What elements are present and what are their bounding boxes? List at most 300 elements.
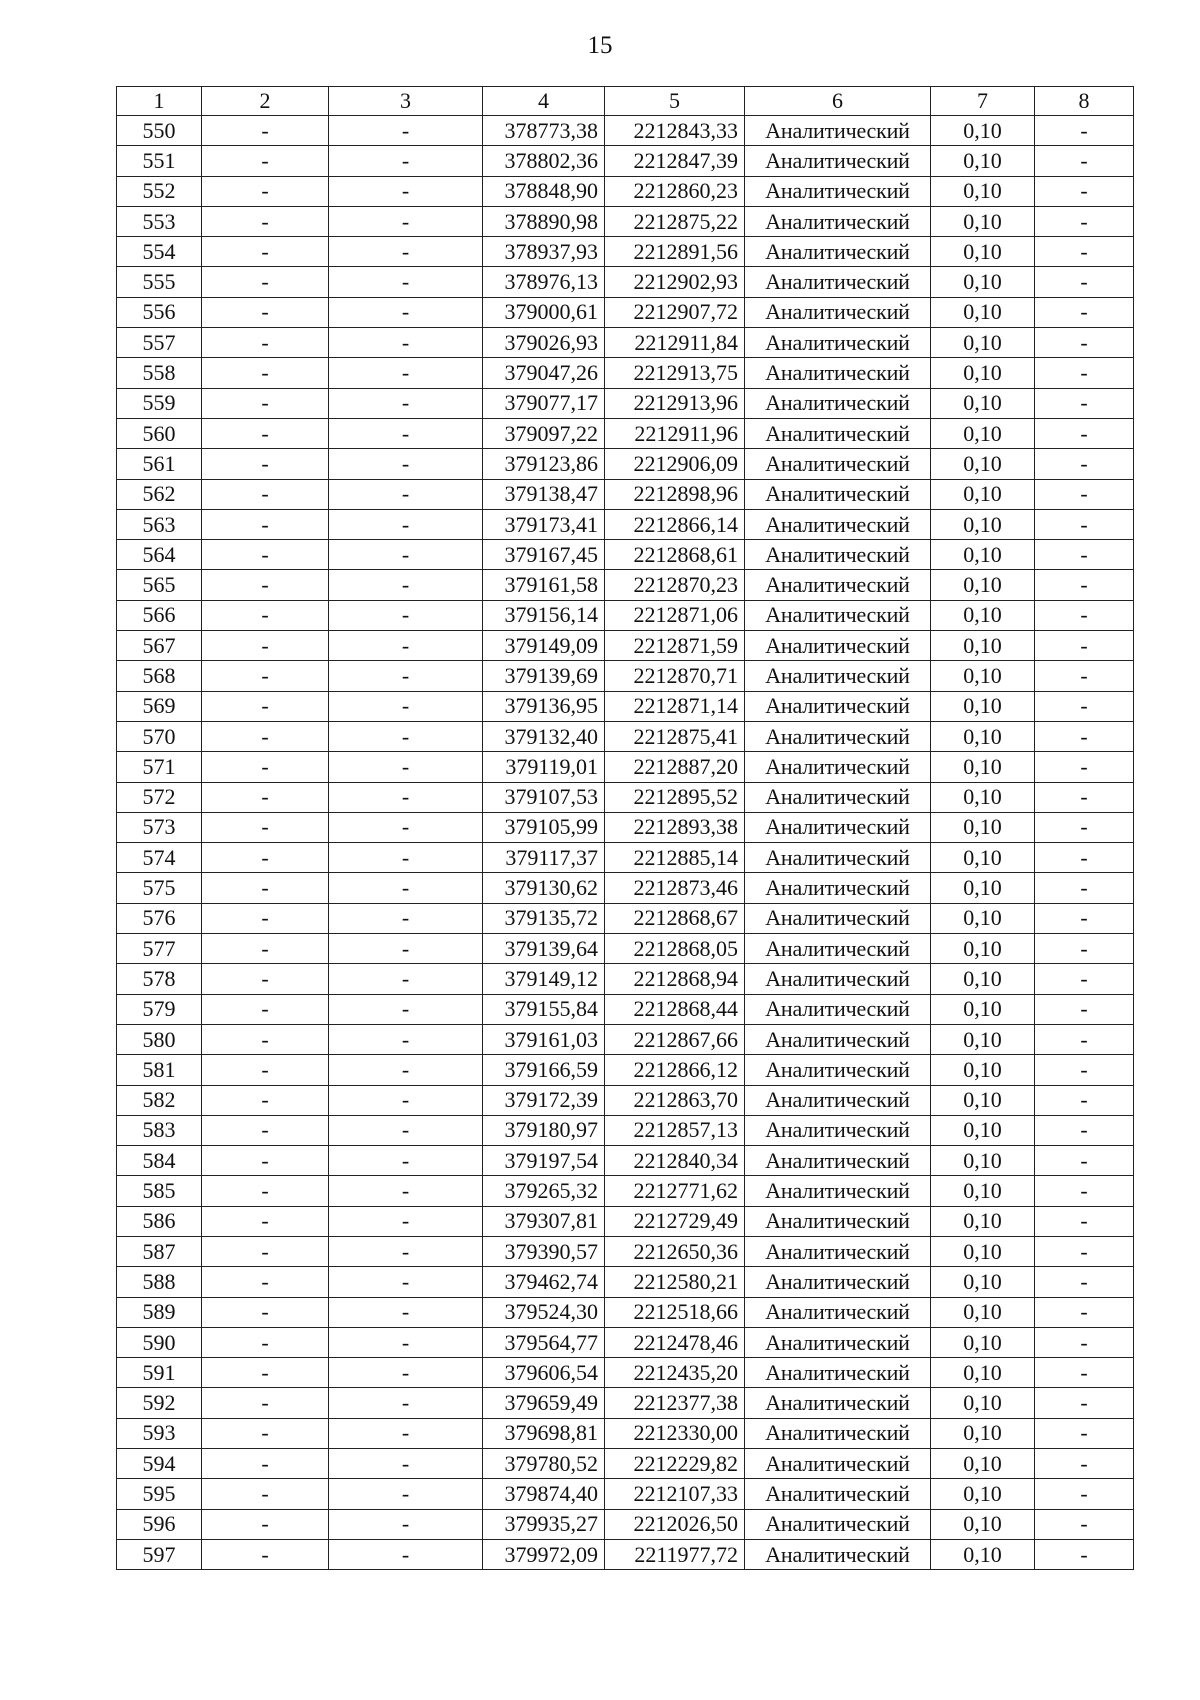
point-number-cell: 551 bbox=[117, 146, 202, 176]
col8-cell: - bbox=[1035, 934, 1134, 964]
col3-cell: - bbox=[329, 267, 483, 297]
col8-cell: - bbox=[1035, 449, 1134, 479]
y-coordinate-cell: 2212229,82 bbox=[605, 1449, 745, 1479]
point-number-cell: 569 bbox=[117, 691, 202, 721]
method-cell: Аналитический bbox=[745, 631, 931, 661]
table-row bbox=[117, 873, 1134, 903]
col2-cell: - bbox=[202, 1479, 329, 1509]
x-coordinate-cell: 379161,58 bbox=[483, 570, 605, 600]
point-number-cell: 579 bbox=[117, 994, 202, 1024]
col8-cell: - bbox=[1035, 358, 1134, 388]
method-cell: Аналитический bbox=[745, 873, 931, 903]
y-coordinate-cell: 2212902,93 bbox=[605, 267, 745, 297]
col3-cell: - bbox=[329, 1358, 483, 1388]
accuracy-cell: 0,10 bbox=[931, 1024, 1035, 1054]
coordinates-table bbox=[116, 86, 1134, 1570]
col8-cell: - bbox=[1035, 1418, 1134, 1448]
accuracy-cell: 0,10 bbox=[931, 479, 1035, 509]
col8-cell: - bbox=[1035, 1358, 1134, 1388]
col2-cell: - bbox=[202, 297, 329, 327]
method-cell: Аналитический bbox=[745, 812, 931, 842]
accuracy-cell: 0,10 bbox=[931, 358, 1035, 388]
col3-cell: - bbox=[329, 1509, 483, 1539]
col8-cell: - bbox=[1035, 964, 1134, 994]
column-header-8: 8 bbox=[1035, 87, 1134, 116]
x-coordinate-cell: 378848,90 bbox=[483, 176, 605, 206]
y-coordinate-cell: 2212867,66 bbox=[605, 1024, 745, 1054]
col2-cell: - bbox=[202, 1055, 329, 1085]
y-coordinate-cell: 2212898,96 bbox=[605, 479, 745, 509]
col2-cell: - bbox=[202, 206, 329, 236]
accuracy-cell: 0,10 bbox=[931, 1297, 1035, 1327]
point-number-cell: 577 bbox=[117, 934, 202, 964]
y-coordinate-cell: 2212871,14 bbox=[605, 691, 745, 721]
point-number-cell: 589 bbox=[117, 1297, 202, 1327]
method-cell: Аналитический bbox=[745, 1297, 931, 1327]
table-row bbox=[117, 358, 1134, 388]
y-coordinate-cell: 2212435,20 bbox=[605, 1358, 745, 1388]
x-coordinate-cell: 379166,59 bbox=[483, 1055, 605, 1085]
point-number-cell: 559 bbox=[117, 388, 202, 418]
x-coordinate-cell: 379077,17 bbox=[483, 388, 605, 418]
y-coordinate-cell: 2212478,46 bbox=[605, 1327, 745, 1357]
x-coordinate-cell: 379097,22 bbox=[483, 418, 605, 448]
col3-cell: - bbox=[329, 176, 483, 206]
method-cell: Аналитический bbox=[745, 1479, 931, 1509]
y-coordinate-cell: 2212873,46 bbox=[605, 873, 745, 903]
col8-cell: - bbox=[1035, 328, 1134, 358]
y-coordinate-cell: 2212870,71 bbox=[605, 661, 745, 691]
col2-cell: - bbox=[202, 540, 329, 570]
col3-cell: - bbox=[329, 540, 483, 570]
y-coordinate-cell: 2212868,61 bbox=[605, 540, 745, 570]
accuracy-cell: 0,10 bbox=[931, 1388, 1035, 1418]
table-row bbox=[117, 964, 1134, 994]
col3-cell: - bbox=[329, 843, 483, 873]
y-coordinate-cell: 2212907,72 bbox=[605, 297, 745, 327]
col2-cell: - bbox=[202, 752, 329, 782]
x-coordinate-cell: 379119,01 bbox=[483, 752, 605, 782]
accuracy-cell: 0,10 bbox=[931, 782, 1035, 812]
accuracy-cell: 0,10 bbox=[931, 1267, 1035, 1297]
y-coordinate-cell: 2212729,49 bbox=[605, 1206, 745, 1236]
x-coordinate-cell: 379265,32 bbox=[483, 1176, 605, 1206]
col8-cell: - bbox=[1035, 1449, 1134, 1479]
col3-cell: - bbox=[329, 570, 483, 600]
col3-cell: - bbox=[329, 752, 483, 782]
col2-cell: - bbox=[202, 1388, 329, 1418]
accuracy-cell: 0,10 bbox=[931, 994, 1035, 1024]
method-cell: Аналитический bbox=[745, 1146, 931, 1176]
col3-cell: - bbox=[329, 1236, 483, 1266]
col8-cell: - bbox=[1035, 994, 1134, 1024]
x-coordinate-cell: 379167,45 bbox=[483, 540, 605, 570]
col8-cell: - bbox=[1035, 570, 1134, 600]
table-row bbox=[117, 328, 1134, 358]
col8-cell: - bbox=[1035, 1327, 1134, 1357]
col3-cell: - bbox=[329, 661, 483, 691]
x-coordinate-cell: 379107,53 bbox=[483, 782, 605, 812]
col2-cell: - bbox=[202, 176, 329, 206]
col3-cell: - bbox=[329, 1085, 483, 1115]
y-coordinate-cell: 2212913,96 bbox=[605, 388, 745, 418]
x-coordinate-cell: 379139,69 bbox=[483, 661, 605, 691]
method-cell: Аналитический bbox=[745, 1327, 931, 1357]
x-coordinate-cell: 379935,27 bbox=[483, 1509, 605, 1539]
table-body bbox=[117, 116, 1134, 1570]
y-coordinate-cell: 2212866,12 bbox=[605, 1055, 745, 1085]
x-coordinate-cell: 379139,64 bbox=[483, 934, 605, 964]
col8-cell: - bbox=[1035, 1085, 1134, 1115]
method-cell: Аналитический bbox=[745, 146, 931, 176]
col8-cell: - bbox=[1035, 540, 1134, 570]
accuracy-cell: 0,10 bbox=[931, 297, 1035, 327]
method-cell: Аналитический bbox=[745, 1267, 931, 1297]
y-coordinate-cell: 2212891,56 bbox=[605, 237, 745, 267]
col3-cell: - bbox=[329, 146, 483, 176]
col8-cell: - bbox=[1035, 1509, 1134, 1539]
accuracy-cell: 0,10 bbox=[931, 1206, 1035, 1236]
col2-cell: - bbox=[202, 267, 329, 297]
point-number-cell: 572 bbox=[117, 782, 202, 812]
table-row bbox=[117, 1358, 1134, 1388]
point-number-cell: 562 bbox=[117, 479, 202, 509]
col8-cell: - bbox=[1035, 1024, 1134, 1054]
col8-cell: - bbox=[1035, 418, 1134, 448]
point-number-cell: 587 bbox=[117, 1236, 202, 1266]
col3-cell: - bbox=[329, 691, 483, 721]
accuracy-cell: 0,10 bbox=[931, 1479, 1035, 1509]
accuracy-cell: 0,10 bbox=[931, 1539, 1035, 1569]
col3-cell: - bbox=[329, 782, 483, 812]
col2-cell: - bbox=[202, 1206, 329, 1236]
col8-cell: - bbox=[1035, 388, 1134, 418]
point-number-cell: 576 bbox=[117, 903, 202, 933]
accuracy-cell: 0,10 bbox=[931, 570, 1035, 600]
accuracy-cell: 0,10 bbox=[931, 752, 1035, 782]
col3-cell: - bbox=[329, 873, 483, 903]
y-coordinate-cell: 2212893,38 bbox=[605, 812, 745, 842]
column-header-7: 7 bbox=[931, 87, 1035, 116]
point-number-cell: 585 bbox=[117, 1176, 202, 1206]
col2-cell: - bbox=[202, 237, 329, 267]
y-coordinate-cell: 2212911,84 bbox=[605, 328, 745, 358]
point-number-cell: 556 bbox=[117, 297, 202, 327]
accuracy-cell: 0,10 bbox=[931, 1358, 1035, 1388]
col3-cell: - bbox=[329, 964, 483, 994]
point-number-cell: 590 bbox=[117, 1327, 202, 1357]
method-cell: Аналитический bbox=[745, 752, 931, 782]
method-cell: Аналитический bbox=[745, 1449, 931, 1479]
accuracy-cell: 0,10 bbox=[931, 1509, 1035, 1539]
table-row bbox=[117, 1146, 1134, 1176]
col8-cell: - bbox=[1035, 237, 1134, 267]
x-coordinate-cell: 379180,97 bbox=[483, 1115, 605, 1145]
x-coordinate-cell: 378802,36 bbox=[483, 146, 605, 176]
point-number-cell: 593 bbox=[117, 1418, 202, 1448]
method-cell: Аналитический bbox=[745, 1388, 931, 1418]
table-row bbox=[117, 1055, 1134, 1085]
table-row bbox=[117, 631, 1134, 661]
table-row bbox=[117, 1115, 1134, 1145]
col8-cell: - bbox=[1035, 1115, 1134, 1145]
point-number-cell: 575 bbox=[117, 873, 202, 903]
table-row bbox=[117, 843, 1134, 873]
point-number-cell: 554 bbox=[117, 237, 202, 267]
col2-cell: - bbox=[202, 509, 329, 539]
y-coordinate-cell: 2212860,23 bbox=[605, 176, 745, 206]
table-row bbox=[117, 116, 1134, 146]
accuracy-cell: 0,10 bbox=[931, 661, 1035, 691]
y-coordinate-cell: 2212107,33 bbox=[605, 1479, 745, 1509]
y-coordinate-cell: 2212868,67 bbox=[605, 903, 745, 933]
method-cell: Аналитический bbox=[745, 903, 931, 933]
col2-cell: - bbox=[202, 873, 329, 903]
col2-cell: - bbox=[202, 964, 329, 994]
method-cell: Аналитический bbox=[745, 782, 931, 812]
point-number-cell: 558 bbox=[117, 358, 202, 388]
point-number-cell: 570 bbox=[117, 721, 202, 751]
accuracy-cell: 0,10 bbox=[931, 509, 1035, 539]
x-coordinate-cell: 379874,40 bbox=[483, 1479, 605, 1509]
col3-cell: - bbox=[329, 388, 483, 418]
method-cell: Аналитический bbox=[745, 418, 931, 448]
method-cell: Аналитический bbox=[745, 721, 931, 751]
accuracy-cell: 0,10 bbox=[931, 691, 1035, 721]
accuracy-cell: 0,10 bbox=[931, 964, 1035, 994]
col2-cell: - bbox=[202, 1358, 329, 1388]
col2-cell: - bbox=[202, 570, 329, 600]
accuracy-cell: 0,10 bbox=[931, 903, 1035, 933]
x-coordinate-cell: 378773,38 bbox=[483, 116, 605, 146]
col8-cell: - bbox=[1035, 691, 1134, 721]
col2-cell: - bbox=[202, 1449, 329, 1479]
x-coordinate-cell: 379136,95 bbox=[483, 691, 605, 721]
col8-cell: - bbox=[1035, 146, 1134, 176]
col3-cell: - bbox=[329, 1388, 483, 1418]
method-cell: Аналитический bbox=[745, 358, 931, 388]
table-row bbox=[117, 146, 1134, 176]
col3-cell: - bbox=[329, 1479, 483, 1509]
method-cell: Аналитический bbox=[745, 1509, 931, 1539]
accuracy-cell: 0,10 bbox=[931, 631, 1035, 661]
col2-cell: - bbox=[202, 479, 329, 509]
y-coordinate-cell: 2212871,06 bbox=[605, 600, 745, 630]
point-number-cell: 571 bbox=[117, 752, 202, 782]
table-row bbox=[117, 297, 1134, 327]
col3-cell: - bbox=[329, 1115, 483, 1145]
accuracy-cell: 0,10 bbox=[931, 206, 1035, 236]
x-coordinate-cell: 379047,26 bbox=[483, 358, 605, 388]
accuracy-cell: 0,10 bbox=[931, 721, 1035, 751]
x-coordinate-cell: 379659,49 bbox=[483, 1388, 605, 1418]
table-row bbox=[117, 479, 1134, 509]
col2-cell: - bbox=[202, 1085, 329, 1115]
col8-cell: - bbox=[1035, 782, 1134, 812]
col8-cell: - bbox=[1035, 1055, 1134, 1085]
method-cell: Аналитический bbox=[745, 1358, 931, 1388]
column-header-2: 2 bbox=[202, 87, 329, 116]
table-row bbox=[117, 570, 1134, 600]
table-header-row bbox=[117, 87, 1134, 116]
method-cell: Аналитический bbox=[745, 509, 931, 539]
point-number-cell: 555 bbox=[117, 267, 202, 297]
method-cell: Аналитический bbox=[745, 206, 931, 236]
accuracy-cell: 0,10 bbox=[931, 540, 1035, 570]
y-coordinate-cell: 2212911,96 bbox=[605, 418, 745, 448]
y-coordinate-cell: 2212650,36 bbox=[605, 1236, 745, 1266]
column-header-5: 5 bbox=[605, 87, 745, 116]
col8-cell: - bbox=[1035, 297, 1134, 327]
table-row bbox=[117, 1236, 1134, 1266]
y-coordinate-cell: 2212026,50 bbox=[605, 1509, 745, 1539]
method-cell: Аналитический bbox=[745, 1024, 931, 1054]
x-coordinate-cell: 379172,39 bbox=[483, 1085, 605, 1115]
col2-cell: - bbox=[202, 328, 329, 358]
table-row bbox=[117, 388, 1134, 418]
x-coordinate-cell: 379780,52 bbox=[483, 1449, 605, 1479]
x-coordinate-cell: 379138,47 bbox=[483, 479, 605, 509]
x-coordinate-cell: 379135,72 bbox=[483, 903, 605, 933]
col2-cell: - bbox=[202, 1024, 329, 1054]
col8-cell: - bbox=[1035, 873, 1134, 903]
col2-cell: - bbox=[202, 843, 329, 873]
method-cell: Аналитический bbox=[745, 600, 931, 630]
method-cell: Аналитический bbox=[745, 661, 931, 691]
y-coordinate-cell: 2212377,38 bbox=[605, 1388, 745, 1418]
y-coordinate-cell: 2212857,13 bbox=[605, 1115, 745, 1145]
col2-cell: - bbox=[202, 1418, 329, 1448]
accuracy-cell: 0,10 bbox=[931, 449, 1035, 479]
col3-cell: - bbox=[329, 903, 483, 933]
col2-cell: - bbox=[202, 934, 329, 964]
method-cell: Аналитический bbox=[745, 843, 931, 873]
accuracy-cell: 0,10 bbox=[931, 1055, 1035, 1085]
method-cell: Аналитический bbox=[745, 176, 931, 206]
x-coordinate-cell: 379161,03 bbox=[483, 1024, 605, 1054]
y-coordinate-cell: 2212906,09 bbox=[605, 449, 745, 479]
method-cell: Аналитический bbox=[745, 1418, 931, 1448]
method-cell: Аналитический bbox=[745, 1206, 931, 1236]
col8-cell: - bbox=[1035, 812, 1134, 842]
y-coordinate-cell: 2211977,72 bbox=[605, 1539, 745, 1569]
accuracy-cell: 0,10 bbox=[931, 873, 1035, 903]
y-coordinate-cell: 2212518,66 bbox=[605, 1297, 745, 1327]
method-cell: Аналитический bbox=[745, 1115, 931, 1145]
table-row bbox=[117, 721, 1134, 751]
col8-cell: - bbox=[1035, 1146, 1134, 1176]
col8-cell: - bbox=[1035, 903, 1134, 933]
col2-cell: - bbox=[202, 631, 329, 661]
col3-cell: - bbox=[329, 449, 483, 479]
table-row bbox=[117, 1388, 1134, 1418]
point-number-cell: 550 bbox=[117, 116, 202, 146]
x-coordinate-cell: 379132,40 bbox=[483, 721, 605, 751]
col2-cell: - bbox=[202, 1176, 329, 1206]
col8-cell: - bbox=[1035, 721, 1134, 751]
accuracy-cell: 0,10 bbox=[931, 418, 1035, 448]
table-row bbox=[117, 994, 1134, 1024]
y-coordinate-cell: 2212866,14 bbox=[605, 509, 745, 539]
point-number-cell: 557 bbox=[117, 328, 202, 358]
col2-cell: - bbox=[202, 358, 329, 388]
point-number-cell: 591 bbox=[117, 1358, 202, 1388]
col8-cell: - bbox=[1035, 1539, 1134, 1569]
point-number-cell: 595 bbox=[117, 1479, 202, 1509]
col3-cell: - bbox=[329, 1024, 483, 1054]
point-number-cell: 553 bbox=[117, 206, 202, 236]
y-coordinate-cell: 2212870,23 bbox=[605, 570, 745, 600]
col2-cell: - bbox=[202, 146, 329, 176]
col2-cell: - bbox=[202, 994, 329, 1024]
col3-cell: - bbox=[329, 1539, 483, 1569]
y-coordinate-cell: 2212868,94 bbox=[605, 964, 745, 994]
col8-cell: - bbox=[1035, 479, 1134, 509]
col3-cell: - bbox=[329, 1055, 483, 1085]
col8-cell: - bbox=[1035, 267, 1134, 297]
col3-cell: - bbox=[329, 1297, 483, 1327]
method-cell: Аналитический bbox=[745, 570, 931, 600]
accuracy-cell: 0,10 bbox=[931, 843, 1035, 873]
method-cell: Аналитический bbox=[745, 934, 931, 964]
col2-cell: - bbox=[202, 1327, 329, 1357]
x-coordinate-cell: 379155,84 bbox=[483, 994, 605, 1024]
column-header-6: 6 bbox=[745, 87, 931, 116]
x-coordinate-cell: 379105,99 bbox=[483, 812, 605, 842]
method-cell: Аналитический bbox=[745, 388, 931, 418]
y-coordinate-cell: 2212913,75 bbox=[605, 358, 745, 388]
col3-cell: - bbox=[329, 237, 483, 267]
y-coordinate-cell: 2212771,62 bbox=[605, 1176, 745, 1206]
table-row bbox=[117, 1509, 1134, 1539]
point-number-cell: 597 bbox=[117, 1539, 202, 1569]
table-row bbox=[117, 1085, 1134, 1115]
col8-cell: - bbox=[1035, 661, 1134, 691]
point-number-cell: 565 bbox=[117, 570, 202, 600]
col2-cell: - bbox=[202, 691, 329, 721]
point-number-cell: 573 bbox=[117, 812, 202, 842]
table-row bbox=[117, 206, 1134, 236]
col3-cell: - bbox=[329, 1418, 483, 1448]
accuracy-cell: 0,10 bbox=[931, 1176, 1035, 1206]
method-cell: Аналитический bbox=[745, 1055, 931, 1085]
col3-cell: - bbox=[329, 206, 483, 236]
col2-cell: - bbox=[202, 600, 329, 630]
x-coordinate-cell: 378937,93 bbox=[483, 237, 605, 267]
table-row bbox=[117, 1206, 1134, 1236]
accuracy-cell: 0,10 bbox=[931, 1115, 1035, 1145]
table-row bbox=[117, 1539, 1134, 1569]
point-number-cell: 592 bbox=[117, 1388, 202, 1418]
x-coordinate-cell: 379307,81 bbox=[483, 1206, 605, 1236]
col8-cell: - bbox=[1035, 600, 1134, 630]
method-cell: Аналитический bbox=[745, 1085, 931, 1115]
col2-cell: - bbox=[202, 1297, 329, 1327]
accuracy-cell: 0,10 bbox=[931, 146, 1035, 176]
col3-cell: - bbox=[329, 994, 483, 1024]
col2-cell: - bbox=[202, 661, 329, 691]
col3-cell: - bbox=[329, 934, 483, 964]
point-number-cell: 582 bbox=[117, 1085, 202, 1115]
col3-cell: - bbox=[329, 1146, 483, 1176]
column-header-3: 3 bbox=[329, 87, 483, 116]
accuracy-cell: 0,10 bbox=[931, 1146, 1035, 1176]
col2-cell: - bbox=[202, 721, 329, 751]
accuracy-cell: 0,10 bbox=[931, 237, 1035, 267]
table-row bbox=[117, 1297, 1134, 1327]
accuracy-cell: 0,10 bbox=[931, 600, 1035, 630]
point-number-cell: 596 bbox=[117, 1509, 202, 1539]
